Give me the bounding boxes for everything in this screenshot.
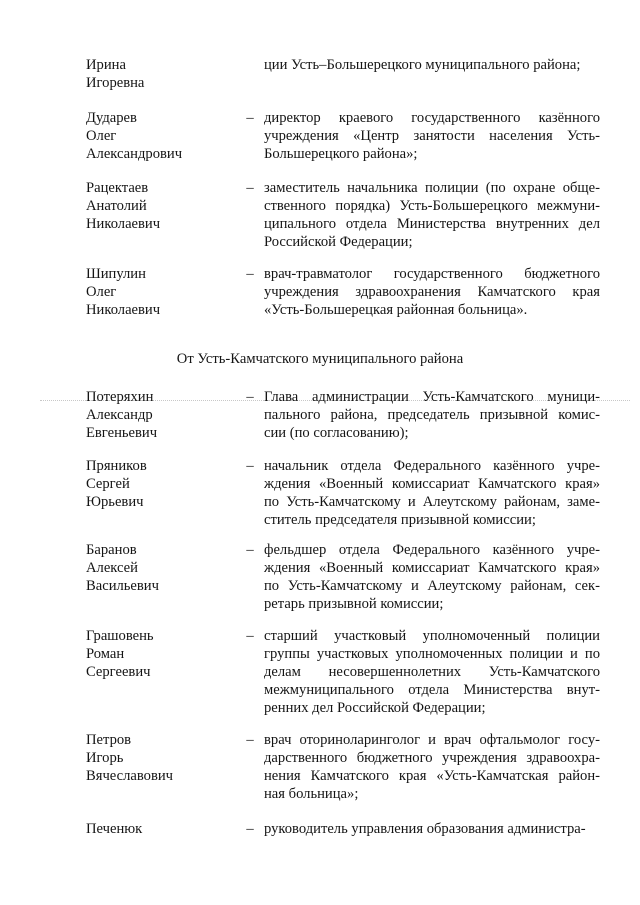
member-name: Пряников Сергей Юрьевич [86,458,147,510]
member-name: Печенюк [86,821,143,837]
member-name: Рацектаев Анатолий Николаевич [86,180,161,232]
member-position: старший участковый уполномоченный полиции группы участковых уполномоченных полиции и по делам несовершеннолетних Усть-Камчатского межмуниципального отдела Министерства внут- ренних дел Российской Федерации; [264,628,600,716]
member-name: Грашовень Роман Сергеевич [86,628,154,680]
member-position: директор краевого государственного казённого учреждения «Центр занятости населения Усть- Большерецкого района»; [264,110,600,162]
member-position: заместитель начальника полиции (по охране обще- ственного порядка) Усть-Большерецкого межмуни- ципального отдела Министерства внутренних дел Российской Федерации; [264,180,600,250]
member-position: фельдшер отдела Федерального казённого учре- ждения «Военный комиссариат Камчатского края» по Усть-Камчатскому и Алеутскому районам, сек- ретарь призывной комиссии; [264,542,600,612]
dash: – [246,180,254,196]
dash: – [246,110,254,126]
member-position: начальник отдела Федерального казённого учре- ждения «Военный комиссариат Камчатского края» по Усть-Камчатскому и Алеутскому районам, заме- ститель председателя призывной комиссии; [264,458,600,528]
member-position: врач-травматолог государственного бюджетного учреждения здравоохранения Камчатского края «Усть-Большерецкая районная больница». [264,266,600,318]
member-name: Петров Игорь Вячеславович [86,732,173,784]
member-name: Дударев Олег Александрович [86,110,183,162]
dash: – [246,732,254,748]
dash: – [246,821,254,837]
dash: – [246,458,254,474]
dash: – [246,628,254,644]
member-position: Глава администрации Усть-Камчатского муници- пального района, председатель призывной комис- сии (по согласованию); [264,389,600,441]
member-name: Баранов Алексей Васильевич [86,542,159,594]
dash: – [246,389,254,405]
member-name: Ирина Игоревна [86,57,145,91]
member-name: Шипулин Олег Николаевич [86,266,161,318]
member-position: руководитель управления образования администра- [264,821,586,837]
dash: – [246,542,254,558]
member-position: врач оториноларинголог и врач офтальмолог госу- дарственного бюджетного учреждения здравоохра- нения Камчатского края «Усть-Камчатская район- ная больница»; [264,732,600,802]
dash: – [246,266,254,282]
member-name: Потеряхин Александр Евгеньевич [86,389,158,441]
section-title: От Усть-Камчатского муниципального района [176,351,464,367]
member-position: ции Усть–Большерецкого муниципального района; [264,57,581,73]
